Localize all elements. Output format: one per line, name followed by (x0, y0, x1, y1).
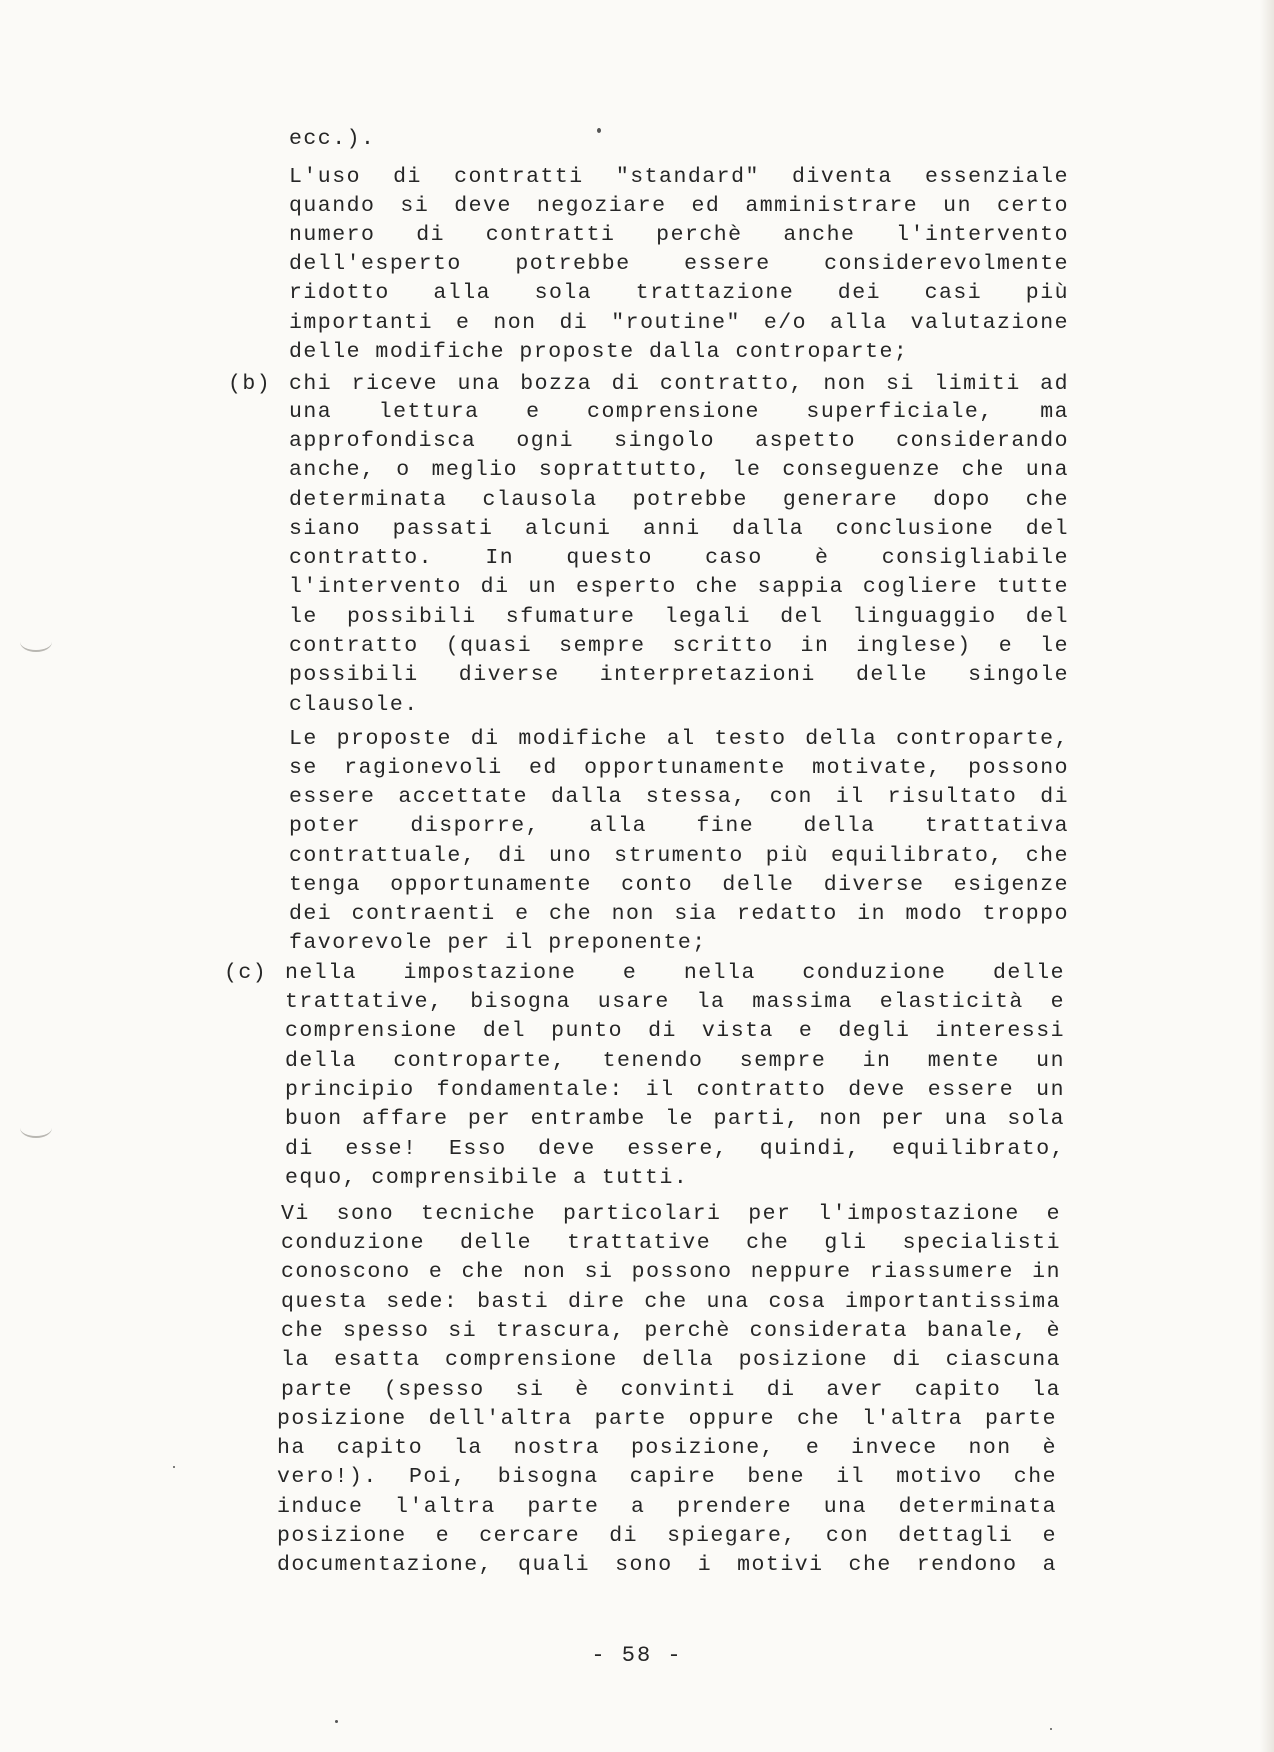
text-line: buon affare per entrambe le parti, non per una sola (285, 1107, 1065, 1131)
text-line: questa sede: basti dire che una cosa importantissima (281, 1290, 1061, 1314)
text-line: essere accettate dalla stessa, con il risultato di (289, 785, 1069, 809)
text-line: clausole. (289, 693, 419, 717)
text-line: posizione dell'altra parte oppure che l'altra parte (277, 1407, 1057, 1431)
text-line: comprensione del punto di vista e degli interessi (285, 1019, 1065, 1043)
text-line: contrattuale, di uno strumento più equilibrato, che (289, 844, 1069, 868)
text-line: Vi sono tecniche particolari per l'impostazione e (281, 1202, 1061, 1226)
text-line: conoscono e che non si possono neppure riassumere in (281, 1260, 1061, 1284)
text-line: Le proposte di modifiche al testo della controparte, (289, 727, 1069, 751)
text-line: anche, o meglio soprattutto, le conseguenze che una (289, 458, 1069, 482)
text-line: contratto (quasi sempre scritto in inglese) e le (289, 634, 1069, 658)
text-line: una lettura e comprensione superficiale, ma (289, 400, 1069, 424)
list-marker-c: (c) (224, 961, 268, 985)
text-line: delle modifiche proposte dalla controparte; (289, 340, 909, 364)
punch-hole (20, 632, 52, 652)
list-marker-b: (b) (228, 372, 272, 396)
ink-speck (335, 1720, 338, 1723)
text-line: posizione e cercare di spiegare, con dettagli e (277, 1524, 1057, 1548)
text-line: principio fondamentale: il contratto deve essere un (285, 1078, 1065, 1102)
text-line: determinata clausola potrebbe generare dopo che (289, 488, 1069, 512)
text-line: se ragionevoli ed opportunamente motivate, possono (289, 756, 1069, 780)
text-line: quando si deve negoziare ed amministrare un certo (289, 194, 1069, 218)
page-number: - 58 - (591, 1643, 683, 1668)
text-line: conduzione delle trattative che gli specialisti (281, 1231, 1061, 1255)
text-line: L'uso di contratti "standard" diventa essenziale (289, 165, 1069, 189)
text-line: ha capito la nostra posizione, e invece non è (277, 1436, 1057, 1460)
text-line: importanti e non di "routine" e/o alla valutazione (289, 311, 1069, 335)
text-line: ecc.). (289, 127, 376, 151)
text-line: della controparte, tenendo sempre in mente un (285, 1049, 1065, 1073)
text-line: contratto. In questo caso è consigliabile (289, 546, 1069, 570)
text-line: documentazione, quali sono i motivi che rendono a (277, 1553, 1057, 1577)
ink-speck (1050, 1728, 1052, 1730)
text-line: induce l'altra parte a prendere una determinata (277, 1495, 1057, 1519)
text-line: possibili diverse interpretazioni delle singole (289, 663, 1069, 687)
text-line: dell'esperto potrebbe essere considerevolmente (289, 252, 1069, 276)
text-line: di esse! Esso deve essere, quindi, equilibrato, (285, 1137, 1065, 1161)
text-line: vero!). Poi, bisogna capire bene il motivo che (277, 1465, 1057, 1489)
text-line: approfondisca ogni singolo aspetto considerando (289, 429, 1069, 453)
text-line: che spesso si trascura, perchè considerata banale, è (281, 1319, 1061, 1343)
text-line: la esatta comprensione della posizione di ciascuna (281, 1348, 1061, 1372)
text-line: favorevole per il preponente; (289, 931, 707, 955)
text-line: ridotto alla sola trattazione dei casi più (289, 281, 1069, 305)
text-line: numero di contratti perchè anche l'intervento (289, 223, 1069, 247)
text-line: dei contraenti e che non sia redatto in modo troppo (289, 902, 1069, 926)
text-line: tenga opportunamente conto delle diverse esigenze (289, 873, 1069, 897)
text-line: chi riceve una bozza di contratto, non si limiti ad (289, 372, 1069, 396)
page-edge-shadow (1260, 0, 1274, 1752)
text-line: equo, comprensibile a tutti. (285, 1166, 689, 1190)
ink-speck (173, 1466, 175, 1468)
punch-hole (20, 1118, 52, 1138)
text-line: trattative, bisogna usare la massima elasticità e (285, 990, 1065, 1014)
text-line: siano passati alcuni anni dalla conclusione del (289, 517, 1069, 541)
text-line: poter disporre, alla fine della trattativa (289, 814, 1069, 838)
text-line: nella impostazione e nella conduzione delle (285, 961, 1065, 985)
text-line: parte (spesso si è convinti di aver capito la (281, 1378, 1061, 1402)
text-line: le possibili sfumature legali del linguaggio del (289, 605, 1069, 629)
text-line: l'intervento di un esperto che sappia cogliere tutte (289, 575, 1069, 599)
